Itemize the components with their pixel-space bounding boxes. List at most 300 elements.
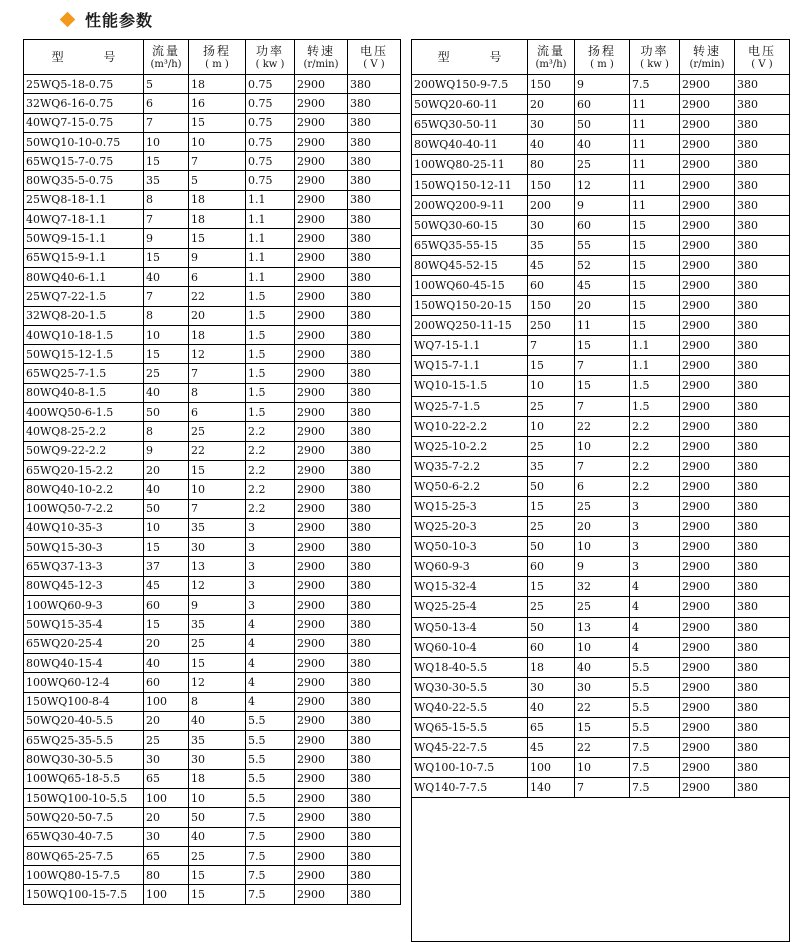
table-row	[412, 577, 790, 597]
cell-flow: 50	[528, 476, 575, 496]
cell-power: 3	[630, 496, 680, 516]
cell-speed: 2900	[680, 115, 735, 135]
cell-flow: 15	[144, 248, 189, 267]
cell-flow: 10	[144, 518, 189, 537]
cell-power: 0.75	[246, 94, 295, 113]
cell-flow: 8	[144, 422, 189, 441]
cell-model: 40WQ7-15-0.75	[24, 113, 144, 132]
cell-voltage: 380	[735, 296, 790, 316]
cell-power: 15	[630, 255, 680, 275]
cell-speed: 2900	[295, 538, 348, 557]
cell-flow: 30	[144, 827, 189, 846]
cell-speed: 2900	[680, 697, 735, 717]
cell-model: 150WQ100-10-5.5	[24, 788, 144, 807]
cell-voltage: 380	[735, 155, 790, 175]
header-head: 扬程 ( m )	[575, 40, 630, 75]
cell-flow: 40	[144, 267, 189, 286]
cell-head: 25	[189, 634, 246, 653]
cell-voltage: 380	[348, 248, 401, 267]
cell-voltage: 380	[735, 275, 790, 295]
cell-head: 45	[575, 275, 630, 295]
cell-voltage: 380	[348, 113, 401, 132]
cell-power: 1.5	[246, 364, 295, 383]
table-row	[412, 95, 790, 115]
cell-speed: 2900	[295, 248, 348, 267]
cell-head: 9	[575, 75, 630, 95]
cell-speed: 2900	[680, 316, 735, 336]
cell-speed: 2900	[680, 296, 735, 316]
cell-model: 150WQ150-12-11	[412, 175, 528, 195]
cell-flow: 40	[144, 383, 189, 402]
cell-model: 80WQ40-6-1.1	[24, 267, 144, 286]
cell-speed: 2900	[680, 557, 735, 577]
cell-power: 5.5	[630, 657, 680, 677]
cell-speed: 2900	[295, 518, 348, 537]
cell-flow: 25	[528, 597, 575, 617]
cell-power: 1.5	[246, 345, 295, 364]
cell-flow: 10	[528, 416, 575, 436]
cell-speed: 2900	[680, 135, 735, 155]
cell-head: 18	[189, 210, 246, 229]
cell-power: 5.5	[246, 788, 295, 807]
cell-model: 80WQ65-25-7.5	[24, 846, 144, 865]
cell-model: WQ18-40-5.5	[412, 657, 528, 677]
cell-model: 100WQ60-12-4	[24, 673, 144, 692]
cell-head: 25	[575, 496, 630, 516]
table-row	[24, 441, 401, 460]
cell-flow: 6	[144, 94, 189, 113]
table-row	[24, 769, 401, 788]
table-row	[412, 758, 790, 778]
cell-head: 7	[575, 396, 630, 416]
cell-head: 22	[575, 697, 630, 717]
cell-head: 40	[575, 657, 630, 677]
cell-power: 1.5	[246, 325, 295, 344]
cell-power: 5.5	[246, 711, 295, 730]
table-row	[412, 155, 790, 175]
spec-table-right	[411, 39, 790, 942]
cell-speed: 2900	[295, 152, 348, 171]
cell-model: 400WQ50-6-1.5	[24, 403, 144, 422]
table-row	[24, 711, 401, 730]
table-row	[24, 538, 401, 557]
cell-speed: 2900	[680, 677, 735, 697]
cell-head: 10	[189, 788, 246, 807]
cell-power: 15	[630, 296, 680, 316]
cell-power: 3	[246, 538, 295, 557]
cell-power: 2.2	[630, 476, 680, 496]
cell-head: 15	[575, 336, 630, 356]
cell-voltage: 380	[348, 94, 401, 113]
cell-speed: 2900	[295, 846, 348, 865]
cell-head: 7	[189, 152, 246, 171]
cell-speed: 2900	[295, 325, 348, 344]
cell-head: 10	[575, 758, 630, 778]
cell-flow: 250	[528, 316, 575, 336]
cell-speed: 2900	[295, 885, 348, 904]
cell-head: 10	[575, 637, 630, 657]
cell-power: 1.5	[246, 306, 295, 325]
cell-model: 80WQ35-5-0.75	[24, 171, 144, 190]
cell-model: 200WQ150-9-7.5	[412, 75, 528, 95]
cell-voltage: 380	[348, 287, 401, 306]
cell-head: 22	[189, 287, 246, 306]
cell-speed: 2900	[680, 175, 735, 195]
cell-speed: 2900	[680, 416, 735, 436]
cell-flow: 60	[144, 673, 189, 692]
cell-model: 80WQ40-8-1.5	[24, 383, 144, 402]
table-row	[24, 364, 401, 383]
table-row	[24, 731, 401, 750]
table-row	[412, 738, 790, 758]
cell-power: 3	[630, 537, 680, 557]
cell-head: 20	[189, 306, 246, 325]
header-voltage: 电压 ( V )	[735, 40, 790, 75]
cell-head: 6	[189, 267, 246, 286]
cell-speed: 2900	[295, 75, 348, 94]
cell-speed: 2900	[295, 113, 348, 132]
cell-voltage: 380	[348, 788, 401, 807]
cell-head: 15	[189, 229, 246, 248]
cell-flow: 30	[144, 750, 189, 769]
cell-voltage: 380	[348, 846, 401, 865]
cell-model: WQ15-7-1.1	[412, 356, 528, 376]
cell-head: 8	[189, 383, 246, 402]
table-row	[412, 195, 790, 215]
cell-voltage: 380	[735, 537, 790, 557]
table-row	[24, 518, 401, 537]
cell-voltage: 380	[348, 422, 401, 441]
cell-voltage: 380	[735, 75, 790, 95]
cell-head: 50	[189, 808, 246, 827]
cell-voltage: 380	[348, 480, 401, 499]
cell-flow: 50	[144, 499, 189, 518]
cell-flow: 9	[144, 441, 189, 460]
cell-model: 150WQ100-8-4	[24, 692, 144, 711]
cell-head: 30	[189, 750, 246, 769]
cell-head: 50	[575, 115, 630, 135]
cell-head: 22	[575, 738, 630, 758]
cell-power: 2.2	[246, 422, 295, 441]
cell-head: 9	[189, 248, 246, 267]
cell-head: 12	[575, 175, 630, 195]
cell-flow: 40	[528, 135, 575, 155]
cell-voltage: 380	[735, 697, 790, 717]
cell-model: 50WQ20-50-7.5	[24, 808, 144, 827]
cell-model: WQ60-10-4	[412, 637, 528, 657]
cell-flow: 15	[528, 577, 575, 597]
section-title: 性能参数	[85, 10, 154, 30]
cell-model: 65WQ20-15-2.2	[24, 460, 144, 479]
table-row	[412, 336, 790, 356]
cell-speed: 2900	[295, 615, 348, 634]
cell-power: 5.5	[246, 731, 295, 750]
cell-speed: 2900	[295, 769, 348, 788]
cell-speed: 2900	[295, 171, 348, 190]
cell-speed: 2900	[680, 336, 735, 356]
table-row	[412, 517, 790, 537]
cell-model: WQ100-10-7.5	[412, 758, 528, 778]
cell-speed: 2900	[295, 711, 348, 730]
cell-speed: 2900	[680, 597, 735, 617]
cell-model: WQ50-6-2.2	[412, 476, 528, 496]
cell-head: 7	[189, 499, 246, 518]
cell-speed: 2900	[295, 827, 348, 846]
cell-head: 11	[575, 316, 630, 336]
cell-voltage: 380	[348, 653, 401, 672]
table-row	[412, 657, 790, 677]
cell-power: 1.1	[246, 210, 295, 229]
header-flow: 流量 (m³/h)	[528, 40, 575, 75]
cell-speed: 2900	[295, 692, 348, 711]
cell-voltage: 380	[735, 476, 790, 496]
table-row	[412, 496, 790, 516]
cell-speed: 2900	[295, 750, 348, 769]
table-row	[412, 718, 790, 738]
table-row	[412, 215, 790, 235]
cell-power: 0.75	[246, 113, 295, 132]
cell-head: 5	[189, 171, 246, 190]
cell-power: 1.1	[246, 248, 295, 267]
cell-speed: 2900	[295, 210, 348, 229]
table-row	[24, 383, 401, 402]
cell-model: 200WQ250-11-15	[412, 316, 528, 336]
cell-voltage: 380	[735, 718, 790, 738]
cell-voltage: 380	[735, 175, 790, 195]
cell-flow: 25	[528, 517, 575, 537]
cell-model: 65WQ20-25-4	[24, 634, 144, 653]
cell-speed: 2900	[680, 376, 735, 396]
cell-voltage: 380	[348, 441, 401, 460]
cell-power: 4	[630, 617, 680, 637]
header-voltage: 电压 ( V )	[348, 40, 401, 75]
cell-voltage: 380	[735, 215, 790, 235]
cell-power: 4	[630, 597, 680, 617]
cell-speed: 2900	[295, 345, 348, 364]
cell-head: 35	[189, 731, 246, 750]
cell-power: 2.2	[630, 456, 680, 476]
table-row	[24, 750, 401, 769]
cell-head: 18	[189, 325, 246, 344]
table-row	[24, 634, 401, 653]
cell-speed: 2900	[680, 195, 735, 215]
cell-model: 25WQ5-18-0.75	[24, 75, 144, 94]
cell-voltage: 380	[348, 152, 401, 171]
cell-head: 25	[189, 422, 246, 441]
cell-voltage: 380	[348, 403, 401, 422]
cell-voltage: 380	[735, 95, 790, 115]
cell-speed: 2900	[295, 267, 348, 286]
cell-speed: 2900	[680, 75, 735, 95]
table-row	[24, 673, 401, 692]
cell-flow: 150	[528, 175, 575, 195]
cell-head: 30	[189, 538, 246, 557]
cell-power: 4	[246, 692, 295, 711]
table-row	[412, 557, 790, 577]
cell-model: 200WQ200-9-11	[412, 195, 528, 215]
cell-model: 80WQ40-40-11	[412, 135, 528, 155]
cell-voltage: 380	[735, 517, 790, 537]
table-row	[412, 376, 790, 396]
cell-flow: 50	[528, 617, 575, 637]
cell-head: 20	[575, 517, 630, 537]
cell-model: WQ35-7-2.2	[412, 456, 528, 476]
cell-head: 35	[189, 518, 246, 537]
cell-model: 65WQ30-50-11	[412, 115, 528, 135]
cell-speed: 2900	[680, 155, 735, 175]
cell-power: 0.75	[246, 75, 295, 94]
table-row	[412, 115, 790, 135]
cell-speed: 2900	[680, 215, 735, 235]
cell-flow: 15	[144, 538, 189, 557]
cell-model: WQ25-10-2.2	[412, 436, 528, 456]
cell-head: 35	[189, 615, 246, 634]
table-row	[24, 576, 401, 595]
cell-speed: 2900	[680, 738, 735, 758]
cell-model: 50WQ9-22-2.2	[24, 441, 144, 460]
cell-flow: 20	[528, 95, 575, 115]
cell-flow: 20	[144, 634, 189, 653]
cell-flow: 35	[528, 235, 575, 255]
cell-head: 7	[575, 456, 630, 476]
cell-power: 3	[246, 518, 295, 537]
cell-power: 3	[630, 517, 680, 537]
cell-power: 1.1	[630, 336, 680, 356]
cell-flow: 100	[144, 788, 189, 807]
cell-voltage: 380	[348, 538, 401, 557]
cell-speed: 2900	[295, 94, 348, 113]
cell-flow: 40	[528, 697, 575, 717]
cell-head: 9	[575, 557, 630, 577]
cell-model: 150WQ150-20-15	[412, 296, 528, 316]
spec-table-left	[23, 39, 401, 905]
cell-model: 100WQ50-7-2.2	[24, 499, 144, 518]
cell-model: WQ25-25-4	[412, 597, 528, 617]
cell-model: WQ60-9-3	[412, 557, 528, 577]
empty-filler-row	[412, 798, 790, 942]
cell-speed: 2900	[295, 306, 348, 325]
table-row	[24, 113, 401, 132]
cell-head: 9	[575, 195, 630, 215]
cell-power: 4	[246, 615, 295, 634]
cell-flow: 37	[144, 557, 189, 576]
cell-model: WQ7-15-1.1	[412, 336, 528, 356]
cell-head: 7	[575, 778, 630, 798]
cell-voltage: 380	[735, 235, 790, 255]
cell-flow: 18	[528, 657, 575, 677]
cell-speed: 2900	[295, 866, 348, 885]
cell-voltage: 380	[735, 778, 790, 798]
cell-voltage: 380	[735, 496, 790, 516]
table-row	[412, 296, 790, 316]
cell-power: 1.5	[630, 376, 680, 396]
table-row	[24, 171, 401, 190]
table-row	[412, 456, 790, 476]
cell-model: 65WQ25-35-5.5	[24, 731, 144, 750]
cell-voltage: 380	[348, 345, 401, 364]
cell-head: 15	[189, 885, 246, 904]
cell-speed: 2900	[680, 456, 735, 476]
table-row	[24, 460, 401, 479]
cell-speed: 2900	[680, 476, 735, 496]
cell-model: 65WQ37-13-3	[24, 557, 144, 576]
cell-power: 1.5	[246, 403, 295, 422]
cell-power: 11	[630, 175, 680, 195]
cell-voltage: 380	[735, 436, 790, 456]
cell-flow: 65	[528, 718, 575, 738]
cell-model: 150WQ100-15-7.5	[24, 885, 144, 904]
cell-head: 22	[189, 441, 246, 460]
cell-head: 7	[189, 364, 246, 383]
cell-voltage: 380	[348, 750, 401, 769]
cell-model: WQ65-15-5.5	[412, 718, 528, 738]
cell-speed: 2900	[295, 557, 348, 576]
section-header	[62, 6, 153, 32]
cell-model: 32WQ8-20-1.5	[24, 306, 144, 325]
header-flow: 流量 (m³/h)	[144, 40, 189, 75]
cell-voltage: 380	[735, 557, 790, 577]
table-row	[24, 210, 401, 229]
cell-model: WQ50-13-4	[412, 617, 528, 637]
cell-power: 7.5	[246, 885, 295, 904]
cell-speed: 2900	[295, 364, 348, 383]
cell-speed: 2900	[680, 496, 735, 516]
cell-head: 40	[189, 711, 246, 730]
cell-voltage: 380	[348, 171, 401, 190]
table-row	[24, 808, 401, 827]
cell-model: 65WQ15-9-1.1	[24, 248, 144, 267]
cell-power: 7.5	[246, 866, 295, 885]
cell-flow: 40	[144, 653, 189, 672]
cell-model: 32WQ6-16-0.75	[24, 94, 144, 113]
cell-flow: 15	[144, 345, 189, 364]
cell-flow: 25	[528, 396, 575, 416]
cell-flow: 45	[528, 255, 575, 275]
cell-speed: 2900	[295, 190, 348, 209]
cell-head: 10	[189, 480, 246, 499]
cell-voltage: 380	[735, 657, 790, 677]
table-row	[412, 597, 790, 617]
cell-power: 1.1	[246, 190, 295, 209]
empty-cell	[412, 798, 790, 942]
cell-model: 40WQ10-18-1.5	[24, 325, 144, 344]
cell-speed: 2900	[680, 396, 735, 416]
table-row	[24, 229, 401, 248]
cell-power: 2.2	[630, 436, 680, 456]
cell-voltage: 380	[348, 692, 401, 711]
cell-head: 25	[575, 597, 630, 617]
table-row	[412, 275, 790, 295]
cell-voltage: 380	[735, 677, 790, 697]
cell-head: 10	[575, 436, 630, 456]
table-row	[24, 75, 401, 94]
cell-speed: 2900	[680, 778, 735, 798]
cell-voltage: 380	[348, 75, 401, 94]
cell-flow: 25	[144, 364, 189, 383]
cell-flow: 100	[528, 758, 575, 778]
cell-voltage: 380	[348, 499, 401, 518]
cell-flow: 65	[144, 846, 189, 865]
cell-flow: 20	[144, 460, 189, 479]
cell-power: 2.2	[246, 499, 295, 518]
cell-voltage: 380	[735, 255, 790, 275]
cell-head: 18	[189, 769, 246, 788]
cell-voltage: 380	[348, 731, 401, 750]
cell-model: WQ30-30-5.5	[412, 677, 528, 697]
header-model: 型 号	[24, 40, 144, 75]
cell-model: 50WQ20-60-11	[412, 95, 528, 115]
cell-model: WQ15-32-4	[412, 577, 528, 597]
